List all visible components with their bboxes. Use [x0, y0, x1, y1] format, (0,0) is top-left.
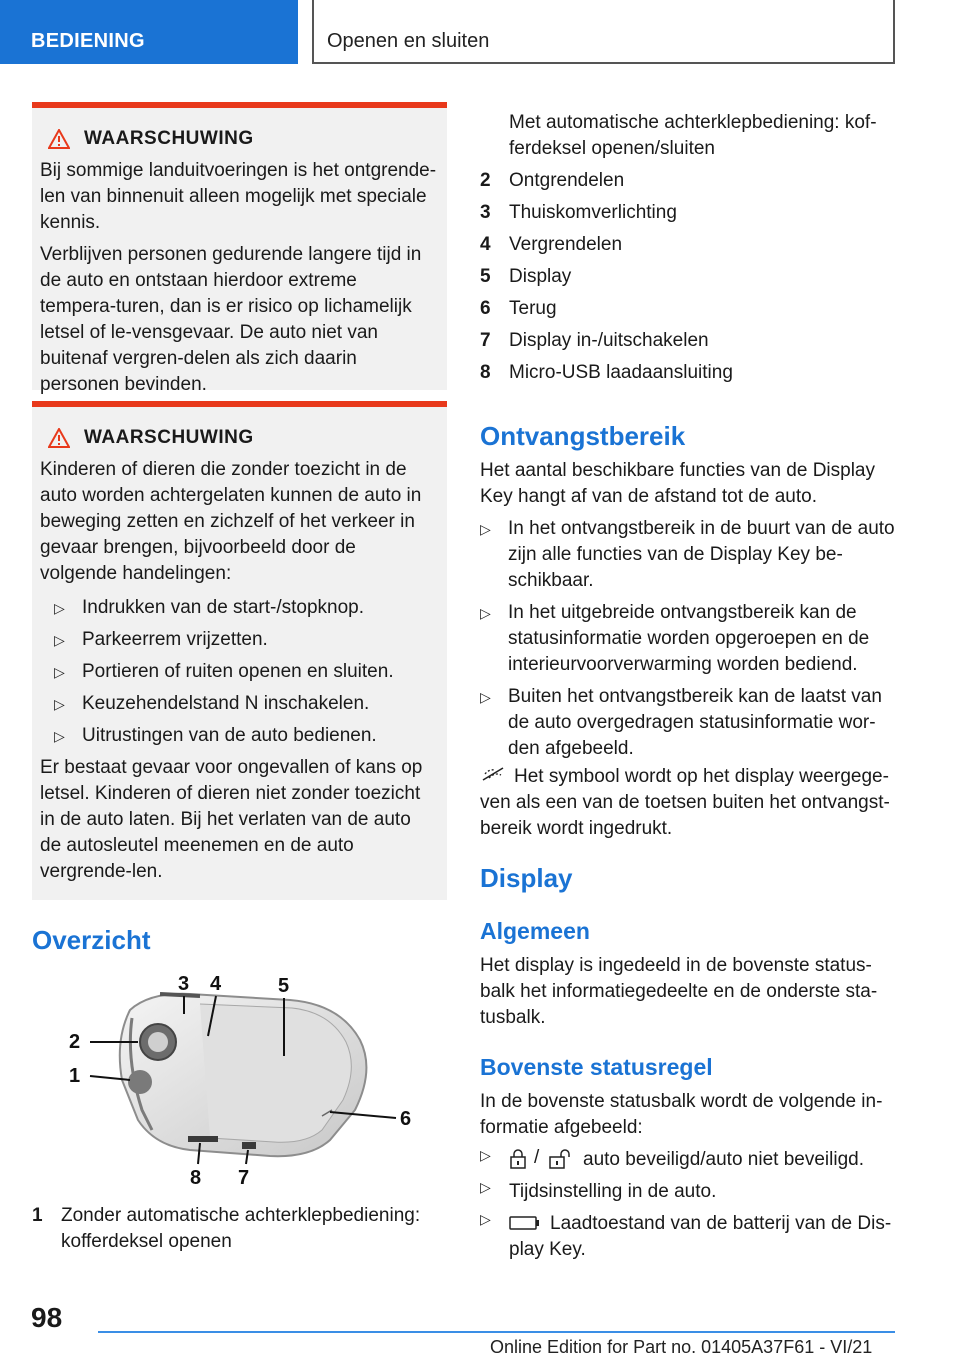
warning-title: WAARSCHUWING: [48, 128, 437, 150]
warning-text: Verblijven personen gedurende langere tijd in de auto en ontstaan hierdoor extreme tempera-turen, dan is er risico op lichamelijk letsel of le-vensgevaar. De auto niet van buitenaf vergren-delen als zich daarin personen bevinden.: [40, 244, 422, 395]
general-text: Het display is ingedeeld in de bovenste status-balk het informatiegedeelte en de onderste sta-tusbalk.: [480, 955, 878, 1028]
page-number: 98: [31, 1302, 63, 1333]
warning-triangle-icon: [48, 129, 70, 149]
item-text: Thuiskomverlichting: [509, 202, 677, 223]
lock-open-icon: [548, 1149, 576, 1169]
item-text: Ontgrendelen: [509, 170, 625, 191]
callout-number: 1: [69, 1065, 81, 1087]
range-heading: Ontvangstbereik: [480, 421, 686, 451]
display-key-illustration: [60, 970, 420, 1190]
bullet-triangle-icon: ▷: [54, 696, 65, 712]
section-title: BEDIENING: [31, 30, 145, 52]
bullet-triangle-icon: ▷: [54, 664, 65, 680]
display-heading: Display: [480, 863, 573, 893]
bullet-triangle-icon: ▷: [480, 689, 491, 705]
item-text: Display in-/uitschakelen: [509, 330, 709, 351]
warning-text: Kinderen of dieren die zonder toezicht in de auto worden achtergelaten kunnen de auto in beweging zetten en zichzelf of het verkeer in gevaar brengen, bijvoorbeeld door de volgende handelingen:: [40, 459, 422, 584]
battery-text: Laadtoestand van de batterij van de Dis-play Key.: [509, 1213, 892, 1260]
callout-number: 8: [190, 1167, 202, 1189]
range-intro: Het aantal beschikbare functies van de Display Key hangt af van de afstand tot de auto.: [480, 460, 876, 507]
general-heading: Algemeen: [480, 918, 590, 944]
footer-edition: Online Edition for Part no. 01405A37F61 - VI/21: [490, 1337, 873, 1357]
callout-number: 2: [69, 1031, 81, 1053]
bullet-triangle-icon: ▷: [480, 521, 491, 537]
lock-closed-icon: [509, 1149, 527, 1169]
bullet-triangle-icon: ▷: [480, 1211, 491, 1227]
callout-number: 7: [238, 1167, 250, 1189]
callout-number: 5: [278, 975, 290, 997]
item-number: 3: [480, 202, 491, 223]
item-text: Met automatische achterklepbediening: kof-ferdeksel openen/sluiten: [509, 112, 877, 159]
bullet-triangle-icon: ▷: [54, 728, 65, 744]
list-item: ▷ In het ontvangstbereik in de buurt van de auto zijn alle functies van de Display Key be-schikbaar.: [480, 518, 895, 591]
item-number: 8: [480, 362, 491, 383]
warning-triangle-icon: [48, 428, 70, 448]
symbol-note: Het symbool wordt op het display weergege-ven als een van de toetsen buiten het ontvangst-bereik wordt ingedrukt.: [480, 766, 890, 839]
list-item: [480, 1179, 900, 1205]
item-text: Micro-USB laadaansluiting: [509, 362, 733, 383]
bullet-triangle-icon: ▷: [54, 632, 65, 648]
list-item: ▷ Indrukken van de start-/stopknop.: [40, 595, 437, 621]
list-item: ▷ Buiten het ontvangstbereik kan de laatst van de auto overgedragen statusinformatie wor-den afgebeeld.: [480, 686, 882, 759]
item-number: 7: [480, 330, 491, 351]
callout-number: 6: [400, 1108, 412, 1130]
item-text: Vergrendelen: [509, 234, 623, 255]
warning-text: Bij sommige landuitvoeringen is het ontgrende-len van binnenuit alleen mogelijk met speciale kennis.: [40, 160, 437, 233]
callout-number: 4: [210, 973, 222, 995]
list-item: ▷ In het uitgebreide ontvangstbereik kan de statusinformatie worden opgeroepen en de interieurvoorverwarming worden bediend.: [480, 602, 870, 675]
list-item: ▷ Portieren of ruiten openen en sluiten.: [40, 659, 437, 685]
warning-box-1: [32, 102, 447, 395]
list-item: [480, 1211, 900, 1267]
time-text: Tijdsinstelling in de auto.: [509, 1181, 717, 1202]
item-text: Zonder automatische achterklepbediening: kofferdeksel openen: [61, 1205, 421, 1252]
list-item: [480, 1147, 900, 1173]
item-number: 6: [480, 298, 491, 319]
warning-box-2: [32, 401, 447, 900]
item-text: Terug: [509, 298, 557, 319]
chapter-header: [312, 0, 895, 64]
warning-text: Er bestaat gevaar voor ongevallen of kans op letsel. Kinderen of dieren niet zonder toezicht in de auto laten. Bij het verlaten van de auto de autosleutel meenemen en de auto vergrende-len.: [40, 757, 423, 882]
separator-text: /: [534, 1147, 540, 1168]
item-number: 2: [480, 170, 491, 191]
item-text: Display: [509, 266, 572, 287]
status-heading: Bovenste statusregel: [480, 1054, 713, 1080]
callout-number: 3: [178, 973, 190, 995]
list-item: ▷ Parkeerrem vrijzetten.: [40, 627, 437, 653]
item-number: 4: [480, 234, 491, 255]
item-number: 5: [480, 266, 491, 287]
list-item: ▷ Uitrustingen van de auto bedienen.: [40, 723, 437, 749]
section-tab: [0, 0, 298, 64]
bullet-triangle-icon: ▷: [480, 1179, 491, 1195]
overview-heading: Overzicht: [32, 925, 151, 955]
warning-title: WAARSCHUWING: [48, 427, 437, 449]
status-intro: In de bovenste statusbalk wordt de volgende in-formatie afgebeeld:: [480, 1091, 883, 1138]
lock-text: auto beveiligd/auto niet beveiligd.: [583, 1149, 864, 1170]
bullet-triangle-icon: ▷: [480, 605, 491, 621]
chapter-title: Openen en sluiten: [327, 30, 490, 52]
bullet-triangle-icon: ▷: [54, 600, 65, 616]
bullet-triangle-icon: ▷: [480, 1147, 491, 1163]
footer-divider: [98, 1331, 895, 1333]
list-item: ▷ Keuzehendelstand N inschakelen.: [40, 691, 437, 717]
range-list: [466, 516, 896, 768]
item-number: 1: [32, 1205, 43, 1226]
